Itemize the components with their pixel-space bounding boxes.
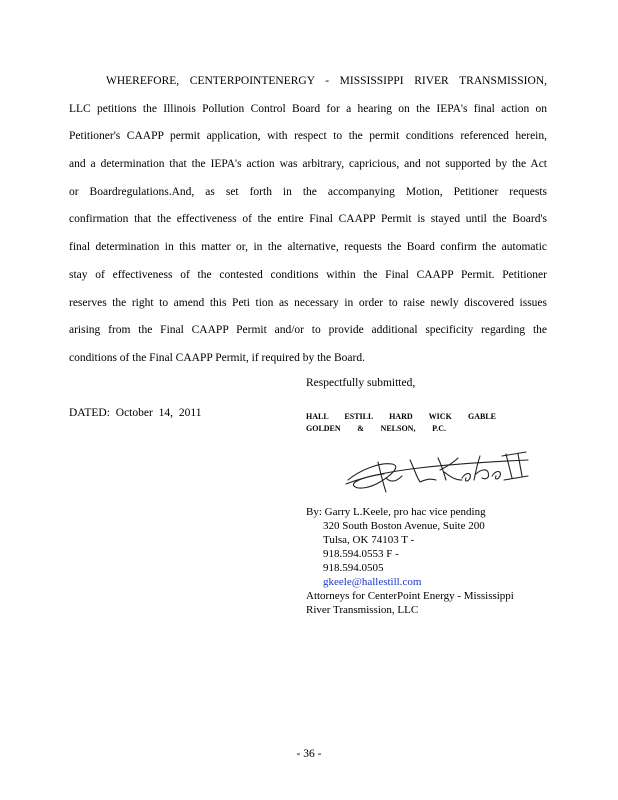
- signature-block: [306, 505, 514, 617]
- body-line: Petitioner's CAAPP permit application, with respect to the permit conditions referenced herein,: [69, 130, 547, 143]
- attorneys-line: Attorneys for CenterPoint Energy - Mississippi: [306, 590, 514, 602]
- law-firm-name: [306, 411, 496, 435]
- signature-image: [340, 440, 530, 496]
- body-line: arising from the Final CAAPP Permit and/or to provide additional specificity regarding the: [69, 324, 547, 337]
- petition-body: [69, 68, 547, 373]
- dated-line: DATED: October 14, 2011: [69, 407, 202, 419]
- address-line: 320 South Boston Avenue, Suite 200: [323, 520, 485, 532]
- body-line: WHEREFORE, CENTERPOINTENERGY - MISSISSIPPI RIVER TRANSMISSION,: [106, 75, 547, 87]
- fax-line: 918.594.0505: [323, 562, 384, 574]
- attorneys-line: River Transmission, LLC: [306, 604, 419, 616]
- body-line: and a determination that the IEPA's action was arbitrary, capricious, and not supported by the Act: [69, 158, 547, 171]
- page-number: - 36 -: [296, 748, 322, 760]
- body-line: or Boardregulations.And, as set forth in the accompanying Motion, Petitioner requests: [69, 185, 547, 198]
- body-line: final determination in this matter or, in the alternative, requests the Board confirm the automatic: [69, 241, 547, 254]
- email-link[interactable]: gkeele@hallestill.com: [323, 576, 422, 588]
- body-line: conditions of the Final CAAPP Permit, if required by the Board.: [69, 351, 365, 364]
- address-line: Tulsa, OK 74103 T -: [323, 534, 415, 546]
- body-line: LLC petitions the Illinois Pollution Control Board for a hearing on the IEPA's final action on: [69, 102, 547, 115]
- firm-name-line: GOLDEN & NELSON, P.C.: [306, 424, 446, 433]
- body-line: reserves the right to amend this Peti tion as necessary in order to raise newly discovered issues: [69, 296, 547, 309]
- firm-name-line: HALL ESTILL HARD WICK GABLE: [306, 412, 496, 421]
- body-line: stay of effectiveness of the contested conditions within the Final CAAPP Permit. Petitioner: [69, 268, 547, 281]
- body-line: confirmation that the effectiveness of the entire Final CAAPP Permit is stayed until the Board's: [69, 213, 547, 226]
- respectfully-submitted: Respectfully submitted,: [306, 377, 416, 389]
- by-line: By: Garry L.Keele, pro hac vice pending: [306, 506, 486, 518]
- phone-line: 918.594.0553 F -: [323, 548, 399, 560]
